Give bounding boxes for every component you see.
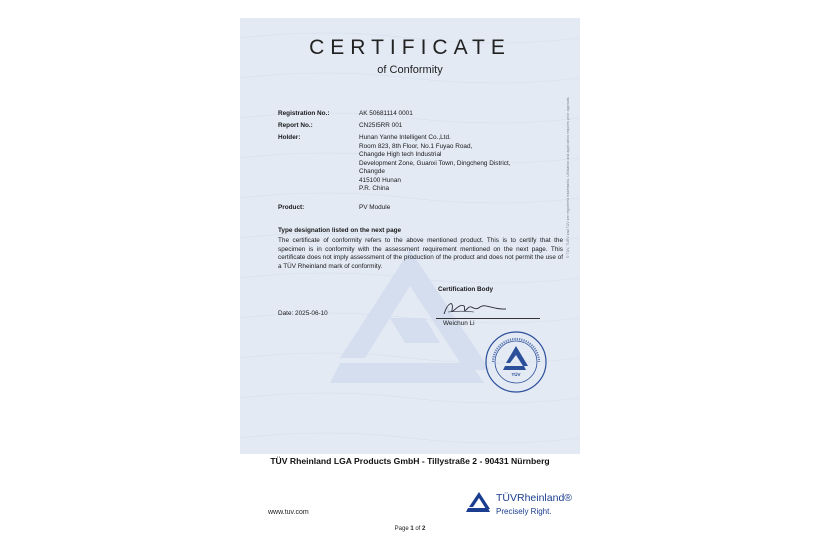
report-value: CN25I5RR 001 [359, 122, 403, 129]
trademark-side-text: © TÜV, TUEV and TUV are registered trademarks. Utilisation and application requires prior approval. [566, 96, 570, 258]
tuv-seal-icon [484, 330, 548, 394]
signature-line [436, 318, 540, 319]
page-number [0, 526, 820, 532]
certificate-title: CERTIFICATE [309, 36, 511, 59]
website-link[interactable]: www.tuv.com [268, 509, 309, 516]
brand-tagline: Precisely Right. [496, 507, 552, 516]
brand-name: TÜVRheinland® [496, 492, 573, 504]
page-total: 2 [422, 526, 426, 532]
product-value: PV Module [359, 204, 391, 211]
registration-value: AK 50681114 0001 [359, 110, 413, 117]
issue-date: Date: 2025-06-10 [278, 310, 328, 317]
holder-line: Changde [359, 168, 385, 175]
page-prefix: Page [394, 526, 411, 532]
tuv-triangle-icon [466, 491, 492, 513]
conformity-statement: The certificate of conformity refers to the above mentioned product. This is to certify that the specimen is in conformity with the assessment requirement mentioned on the next page. This certificate does not imply assessment of the production of the product and does not permit the use of a TÜV Rheinland mark of conformity. [278, 237, 563, 270]
registration-label: Registration No.: [278, 110, 330, 117]
svg-text:TÜV: TÜV [511, 372, 521, 377]
product-label: Product: [278, 204, 305, 211]
holder-line: 415100 Hunan [359, 176, 401, 184]
certification-body-label: Certification Body [438, 286, 494, 293]
holder-value [359, 134, 511, 194]
report-label: Report No.: [278, 122, 313, 129]
certificate-subtitle: of Conformity [377, 64, 443, 76]
holder-line: Hunan Yanhe Intelligent Co.,Ltd. [359, 134, 451, 141]
holder-line: P.R. China [359, 185, 390, 192]
holder-line: Development Zone, Guanxi Town, Dingcheng District, [359, 159, 511, 167]
page-current: 1 [410, 526, 414, 532]
holder-line: Changde High tech Industrial [359, 151, 442, 158]
page-of: of [413, 526, 423, 532]
signature [440, 296, 510, 318]
signer-name: Weichun Li [443, 320, 475, 327]
holder-label: Holder: [278, 134, 301, 141]
company-address-line: TÜV Rheinland LGA Products GmbH - Tillystraße 2 - 90431 Nürnberg [270, 456, 550, 466]
type-designation-heading: Type designation listed on the next page [278, 227, 402, 234]
holder-line: Room 823, 8th Floor, No.1 Fuyao Road, [359, 142, 473, 150]
certificate-page [240, 18, 580, 454]
